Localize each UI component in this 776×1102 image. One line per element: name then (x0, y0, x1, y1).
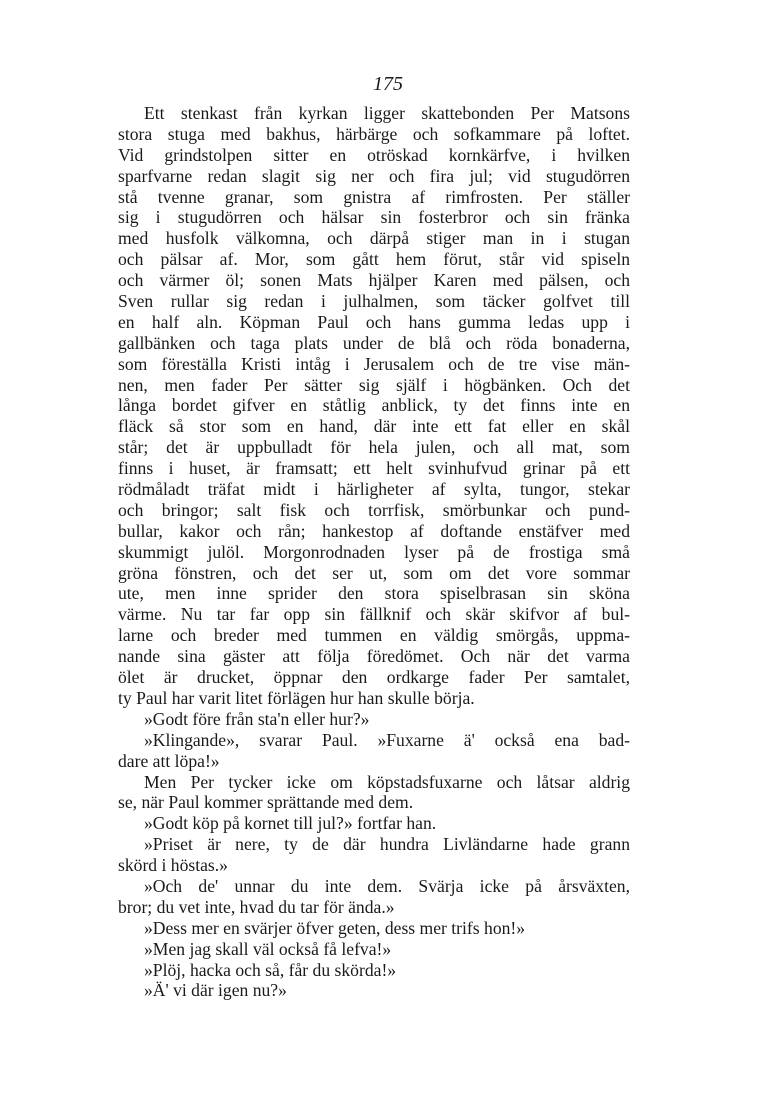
text-line: ute, men inne sprider den stora spiselbrasan sin sköna (118, 583, 630, 604)
text-line: dare att löpa!» (118, 750, 220, 771)
text-line: långa bordet gifver en ståtlig anblick, ty det finns inte en (118, 395, 630, 416)
text-line: »Godt köp på kornet till jul?» fortfar han. (144, 813, 437, 834)
text-line: bror; du vet inte, hvad du tar för ända.» (118, 896, 395, 917)
text-line: och värmer öl; sonen Mats hjälper Karen med pälsen, och (118, 270, 630, 291)
text-line: sig i stugudörren och hälsar sin fosterbror och sin fränka (118, 207, 630, 228)
text-line: skörd i höstas.» (118, 855, 228, 876)
text-line: stora stuga med bakhus, härbärge och sofkammare på loftet. (118, 123, 630, 144)
text-line: »Plöj, hacka och så, får du skörda!» (144, 959, 397, 980)
text-line: nande sina gäster att följa föredömet. Och när det varma (118, 646, 630, 667)
text-line: gröna fönstren, och det ser ut, som om det vore sommar (118, 562, 630, 583)
text-line: sparfvarne redan slagit sig ner och fira jul; vid stugudörren (118, 165, 630, 186)
text-line: och pälsar af. Mor, som gått hem förut, står vid spiseln (118, 249, 630, 270)
body-text (118, 103, 630, 1001)
text-line: larne och breder med tummen en väldig smörgås, uppma- (118, 625, 630, 646)
text-line: nen, men fader Per sätter sig själf i högbänken. Och det (118, 374, 630, 395)
text-line: fläck så stor som en hand, där inte ett fat eller en skål (118, 416, 630, 437)
text-line: »Men jag skall väl också få lefva!» (144, 938, 392, 959)
text-line: står; det är uppbulladt för hela julen, och all mat, som (118, 437, 630, 458)
text-line: skummigt julöl. Morgonrodnaden lyser på de frostiga små (118, 541, 630, 562)
text-line: ölet är drucket, öppnar den ordkarge fader Per samtalet, (118, 667, 630, 688)
text-line: »Priset är nere, ty de där hundra Livländarne hade grann (144, 834, 630, 855)
text-line: rödmåladt träfat midt i härligheter af sylta, tungor, stekar (118, 479, 630, 500)
text-line: bullar, kakor och rån; hankestop af doftande enstäfver med (118, 520, 630, 541)
text-line: »Godt före från sta'n eller hur?» (144, 708, 370, 729)
text-line: »Ä' vi där igen nu?» (144, 980, 287, 1001)
text-line: värme. Nu tar far opp sin fällknif och skär skifvor af bul- (118, 604, 630, 625)
text-line: se, när Paul kommer sprättande med dem. (118, 792, 414, 813)
text-line: gallbänken och taga plats under de blå och röda bonaderna, (118, 332, 630, 353)
text-line: stå tvenne granar, som gnistra af rimfrosten. Per ställer (118, 186, 630, 207)
text-line: Ett stenkast från kyrkan ligger skattebonden Per Matsons (144, 103, 630, 123)
text-line: Men Per tycker icke om köpstadsfuxarne och låtsar aldrig (144, 771, 630, 792)
text-line: en half aln. Köpman Paul och hans gumma ledas upp i (118, 311, 630, 332)
text-line: finns i huset, är framsatt; ett helt svinhufvud grinar på ett (118, 458, 630, 479)
text-line: »Dess mer en svärjer öfver geten, dess mer trifs hon!» (144, 917, 526, 938)
text-line: Vid grindstolpen sitter en otröskad kornkärfve, i hvilken (118, 144, 630, 165)
text-line: som föreställa Kristi intåg i Jerusalem och de tre vise män- (118, 353, 630, 374)
text-line: och bringor; salt fisk och torrfisk, smörbunkar och pund- (118, 499, 630, 520)
text-line: med husfolk välkomna, och därpå stiger man in i stugan (118, 228, 630, 249)
text-line: ty Paul har varit litet förlägen hur han skulle börja. (118, 687, 475, 708)
text-line: »Och de' unnar du inte dem. Svärja icke på årsväxten, (144, 875, 630, 896)
text-line: Sven rullar sig redan i julhalmen, som täcker golfvet till (118, 291, 630, 312)
text-line: »Klingande», svarar Paul. »Fuxarne ä' också ena bad- (144, 729, 630, 750)
page-number: 175 (373, 73, 403, 95)
